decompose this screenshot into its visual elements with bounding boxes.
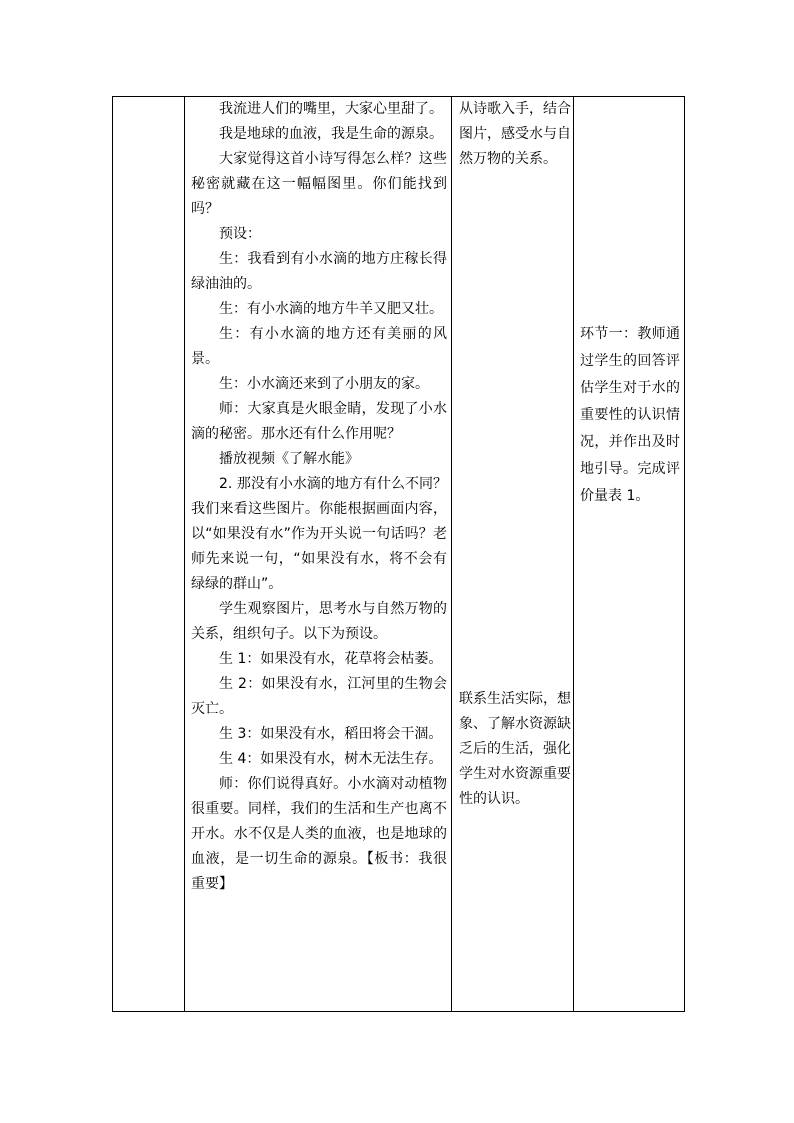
- activity-paragraph: 生：我看到有小水滴的地方庄稼长得绿油油的。: [191, 251, 447, 292]
- activity-paragraph: 2. 那没有小水滴的地方有什么不同？我们来看这些图片。你能根据画面内容，以“如果没有水”作为开头说一句话吗？老师先来说一句，“如果没有水，将不会有绿绿的群山”。: [191, 476, 447, 592]
- teaching-activity-content: [185, 97, 451, 897]
- activity-paragraph: 生：小水滴还来到了小朋友的家。: [219, 376, 429, 392]
- lesson-plan-table: [112, 96, 685, 1012]
- activity-paragraph: 学生观察图片，思考水与自然万物的关系，组织句子。以下为预设。: [191, 601, 447, 642]
- design-intent-cell: [452, 97, 574, 1012]
- activity-paragraph: 播放视频《了解水能》: [219, 451, 359, 467]
- activity-paragraph: 师：大家真是火眼金睛，发现了小水滴的秘密。那水还有什么作用呢？: [191, 401, 447, 442]
- activity-paragraph: 生：有小水滴的地方牛羊又肥又壮。: [219, 301, 443, 317]
- activity-paragraph: 生 2：如果没有水，江河里的生物会灭亡。: [191, 676, 447, 717]
- activity-paragraph: 生 1：如果没有水，花草将会枯萎。: [219, 651, 443, 667]
- activity-paragraph: 我是地球的血液，我是生命的源泉。: [219, 126, 443, 142]
- table-row: [113, 97, 685, 1012]
- activity-paragraph: 师：你们说得真好。小水滴对动植物很重要。同样，我们的生活和生产也离不开水。水不仅是人类的血液，也是地球的血液，是一切生命的源泉。【板书：我很重要】: [191, 776, 447, 892]
- design-intent-text-2: 联系生活实际，想象、了解水资源缺乏后的生活，强化学生对水资源重要性的认识。: [459, 691, 571, 807]
- design-intent-text-1: 从诗歌入手，结合图片，感受水与自然万物的关系。: [459, 101, 571, 167]
- activity-paragraph: 我流进人们的嘴里，大家心里甜了。: [219, 101, 443, 117]
- stage-cell: [113, 97, 185, 1012]
- assessment-text: 环节一：教师通过学生的回答评估学生对于水的重要性的认识情况，并作出及时地引导。完成评价量表 1。: [580, 326, 680, 504]
- activity-paragraph: 大家觉得这首小诗写得怎么样？这些秘密就藏在这一幅幅图里。你们能找到吗？: [191, 151, 447, 217]
- assessment-cell: [574, 97, 685, 1012]
- activity-paragraph: 生 4：如果没有水，树木无法生存。: [219, 751, 443, 767]
- teaching-activity-cell: [185, 97, 452, 1012]
- activity-paragraph: 生 3：如果没有水，稻田将会干涸。: [219, 726, 443, 742]
- activity-paragraph: 生：有小水滴的地方还有美丽的风景。: [191, 326, 447, 367]
- activity-paragraph: 预设：: [219, 226, 261, 242]
